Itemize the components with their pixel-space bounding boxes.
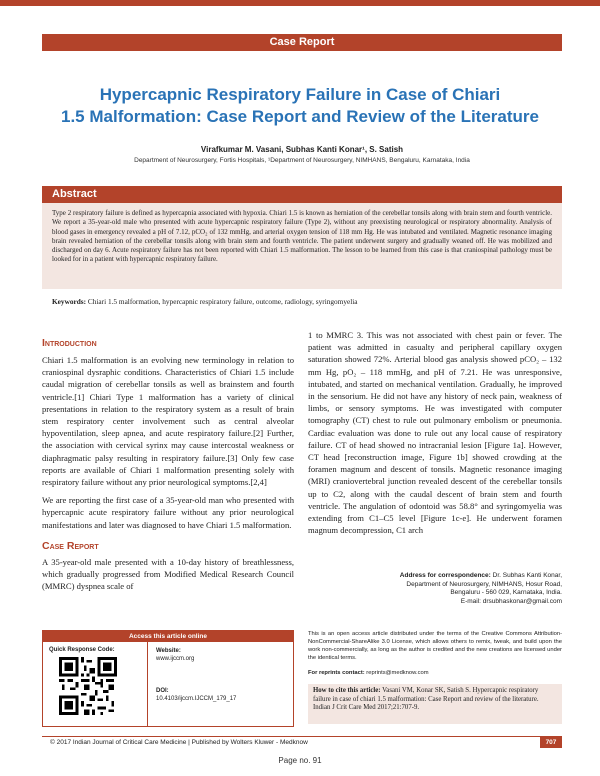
correspondence-name: Dr. Subhas Kanti Konar, xyxy=(490,572,562,579)
citation-box xyxy=(308,684,562,724)
footer xyxy=(42,736,562,748)
reprints-label: For reprints contact: xyxy=(308,670,365,676)
top-accent-bar xyxy=(0,0,600,6)
viewer-page-label: Page no. 91 xyxy=(278,756,322,765)
case-report-paragraph-1: A 35-year-old male presented with a 10-day history of breathlessness, which gradually progressed from Modified Medical Research Council (MMRC) dyspnea scale of xyxy=(42,556,294,592)
citation-text: Vasani VM, Konar SK, Satish S. Hypercapnic respiratory failure in case of chiari 1.5 malformation: Case Report and review of the literature. Indian J Crit Care Med 2017;21:707-9. xyxy=(313,687,539,712)
footer-copyright: © 2017 Indian Journal of Critical Care Medicine | Published by Wolters Kluwer - Medknow xyxy=(50,739,308,746)
license-text: This is an open access article distributed under the terms of the Creative Commons Attribution-NonCommercial-ShareAlike 3.0 License, which allows others to remix, tweak, and build upon the work non-commercially, as long as the author is credited and the new creations are licensed under the identical terms. xyxy=(308,631,562,661)
article-links xyxy=(148,642,293,726)
correspondence-address: Bengaluru - 560 029, Karnataka, India. xyxy=(450,589,562,596)
doi-link[interactable]: 10.4103/ijccm.IJCCM_179_17 xyxy=(156,696,237,702)
correspondence-department: Department of Neurosurgery, NIMHANS, Hosur Road, xyxy=(406,580,562,588)
correspondence-label: Address for correspondence: xyxy=(399,572,491,579)
authors: Virafkumar M. Vasani, Subhas Kanti Konar¹, S. Satish xyxy=(200,145,404,154)
title-line-1: Hypercapnic Respiratory Failure in Case of Chiari xyxy=(99,85,501,104)
correspondence-email[interactable]: E-mail: drsubhaskonar@gmail.com xyxy=(460,597,562,605)
article-type-banner: Case Report xyxy=(42,34,562,51)
access-online-box xyxy=(42,630,294,727)
case-report-heading: Case Report xyxy=(42,539,99,552)
qr-cell xyxy=(43,642,148,726)
journal-page-number: 707 xyxy=(540,737,562,748)
abstract-body: Type 2 respiratory failure is defined as hypercapnia associated with hypoxia. Chiari 1.5 is known as herniation of the cerebellar tonsils along with brain stem and fourth ventricle. We report a 35-year-old male who presented with acute hypercapnic respiratory failure (Type 2), without any preexisting neurological or respiratory abnormality. Analysis of blood gases in emergency revealed a pH of 7.12, pCO₂ of 132 mmHg, and arterial oxygen tension of 118 mm Hg. He was intubated and ventilated. Magnetic resonance imaging brain revealed herniation of the cerebellar tonsils along with brain stem and fourth ventricle. The patient underwent surgery and gradually weaned off. He was mobilized and discharged on day 6. Acute respiratory failure has not been reported with Chiari 1.5 malformation. The lesson to be learned from this case is that craniospinal pathology must be looked for in a patient with hypercapnic respiratory failure. xyxy=(42,203,562,289)
title-line-2: 1.5 Malformation: Case Report and Review of the Literature xyxy=(61,107,539,126)
website-link[interactable]: www.ijccm.org xyxy=(156,656,195,662)
introduction-paragraph-2: We are reporting the first case of a 35-year-old man who presented with hypercapnic acute respiratory failure without any prior neurological manifestations and later was diagnosed to have Chiari 1.5 malformation. xyxy=(42,495,294,530)
correspondence-box xyxy=(308,572,562,606)
reprints xyxy=(308,669,562,677)
introduction-paragraph-1: Chiari 1.5 malformation is an evolving new terminology in relation to craniospinal dysraphic conditions. Characteristics of Chiari 1.5 include caudal migration of cerebellar tonsils as well as brainstem and fourth ventricle.[1] Chiari Type 1 malformation has a variety of clinical presentations in relation to the respiratory system as a result of brain stem respiratory center involvement such as central alveolar hypoventilation, sleep apnea, and acute respiratory failure.[2] Further, the association with cervical syrinx may cause intercostal weakness or diaphragmatic palsy resulting in respiratory failure.[3] Only few case reports are available of Chiari 1 malformation presenting solely with respiratory failure without any prior neurological symptoms.[2,4] xyxy=(42,355,294,488)
article-title xyxy=(60,84,540,128)
left-column xyxy=(42,336,294,592)
introduction-heading: Introduction xyxy=(42,337,97,349)
abstract-heading: Abstract xyxy=(42,186,562,203)
keywords-label: Keywords: xyxy=(52,297,87,306)
website-label: Website: xyxy=(156,648,181,654)
qr-code-icon[interactable] xyxy=(59,657,117,715)
case-report-paragraph-continued: 1 to MMRC 3. This was not associated with chest pain or fever. The patient was admitted in casualty and peripheral capillary oxygen saturation showed 72%. Arterial blood gas analysis showed pCO₂ – 132 mm Hg, pO₂ – 118 mmHg, and pH of 7.21. He was unresponsive, intubated, and started on mechanical ventilation. Gradually, he improved in the sensorium. He did not have any history of neck pain, weakness of limbs, or sensory symptoms. He was investigated with computer tomography (CT) chest to rule out pulmonary embolism or pneumonia. Cardiac evaluation was done to rule out any local cause of respiratory failure. CT of head showed no intracranial lesion [Figure 1a]. However, CT head [reconstruction image, Figure 1b] showed crowding at the foramen magnum and descent of tonsils. Magnetic resonance imaging (MRI) craniovertebral junction revealed descent of the cerebellar tonsils up to C2, along with the caudal descent of brain stem and fourth ventricle. The angulation of odontoid was 58.8° and syringomyelia was extending from C1–C5 level [Figure 1c-e]. He underwent foramen magnum decompression, C1 arch xyxy=(308,330,562,536)
keywords xyxy=(52,297,552,306)
reprints-email[interactable]: reprints@medknow.com xyxy=(364,670,429,676)
citation-label: How to cite this article: xyxy=(313,687,381,694)
keywords-text: Chiari 1.5 malformation, hypercapnic respiratory failure, outcome, radiology, syringomyelia xyxy=(86,297,358,306)
affiliation: Department of Neurosurgery, Fortis Hospitals, ¹Department of Neurosurgery, NIMHANS, Bengaluru, Karnataka, India xyxy=(134,157,470,164)
right-column xyxy=(308,329,562,536)
doi-label: DOI: xyxy=(156,688,169,694)
qr-label: Quick Response Code: xyxy=(49,647,115,653)
access-title: Access this article online xyxy=(43,631,293,642)
